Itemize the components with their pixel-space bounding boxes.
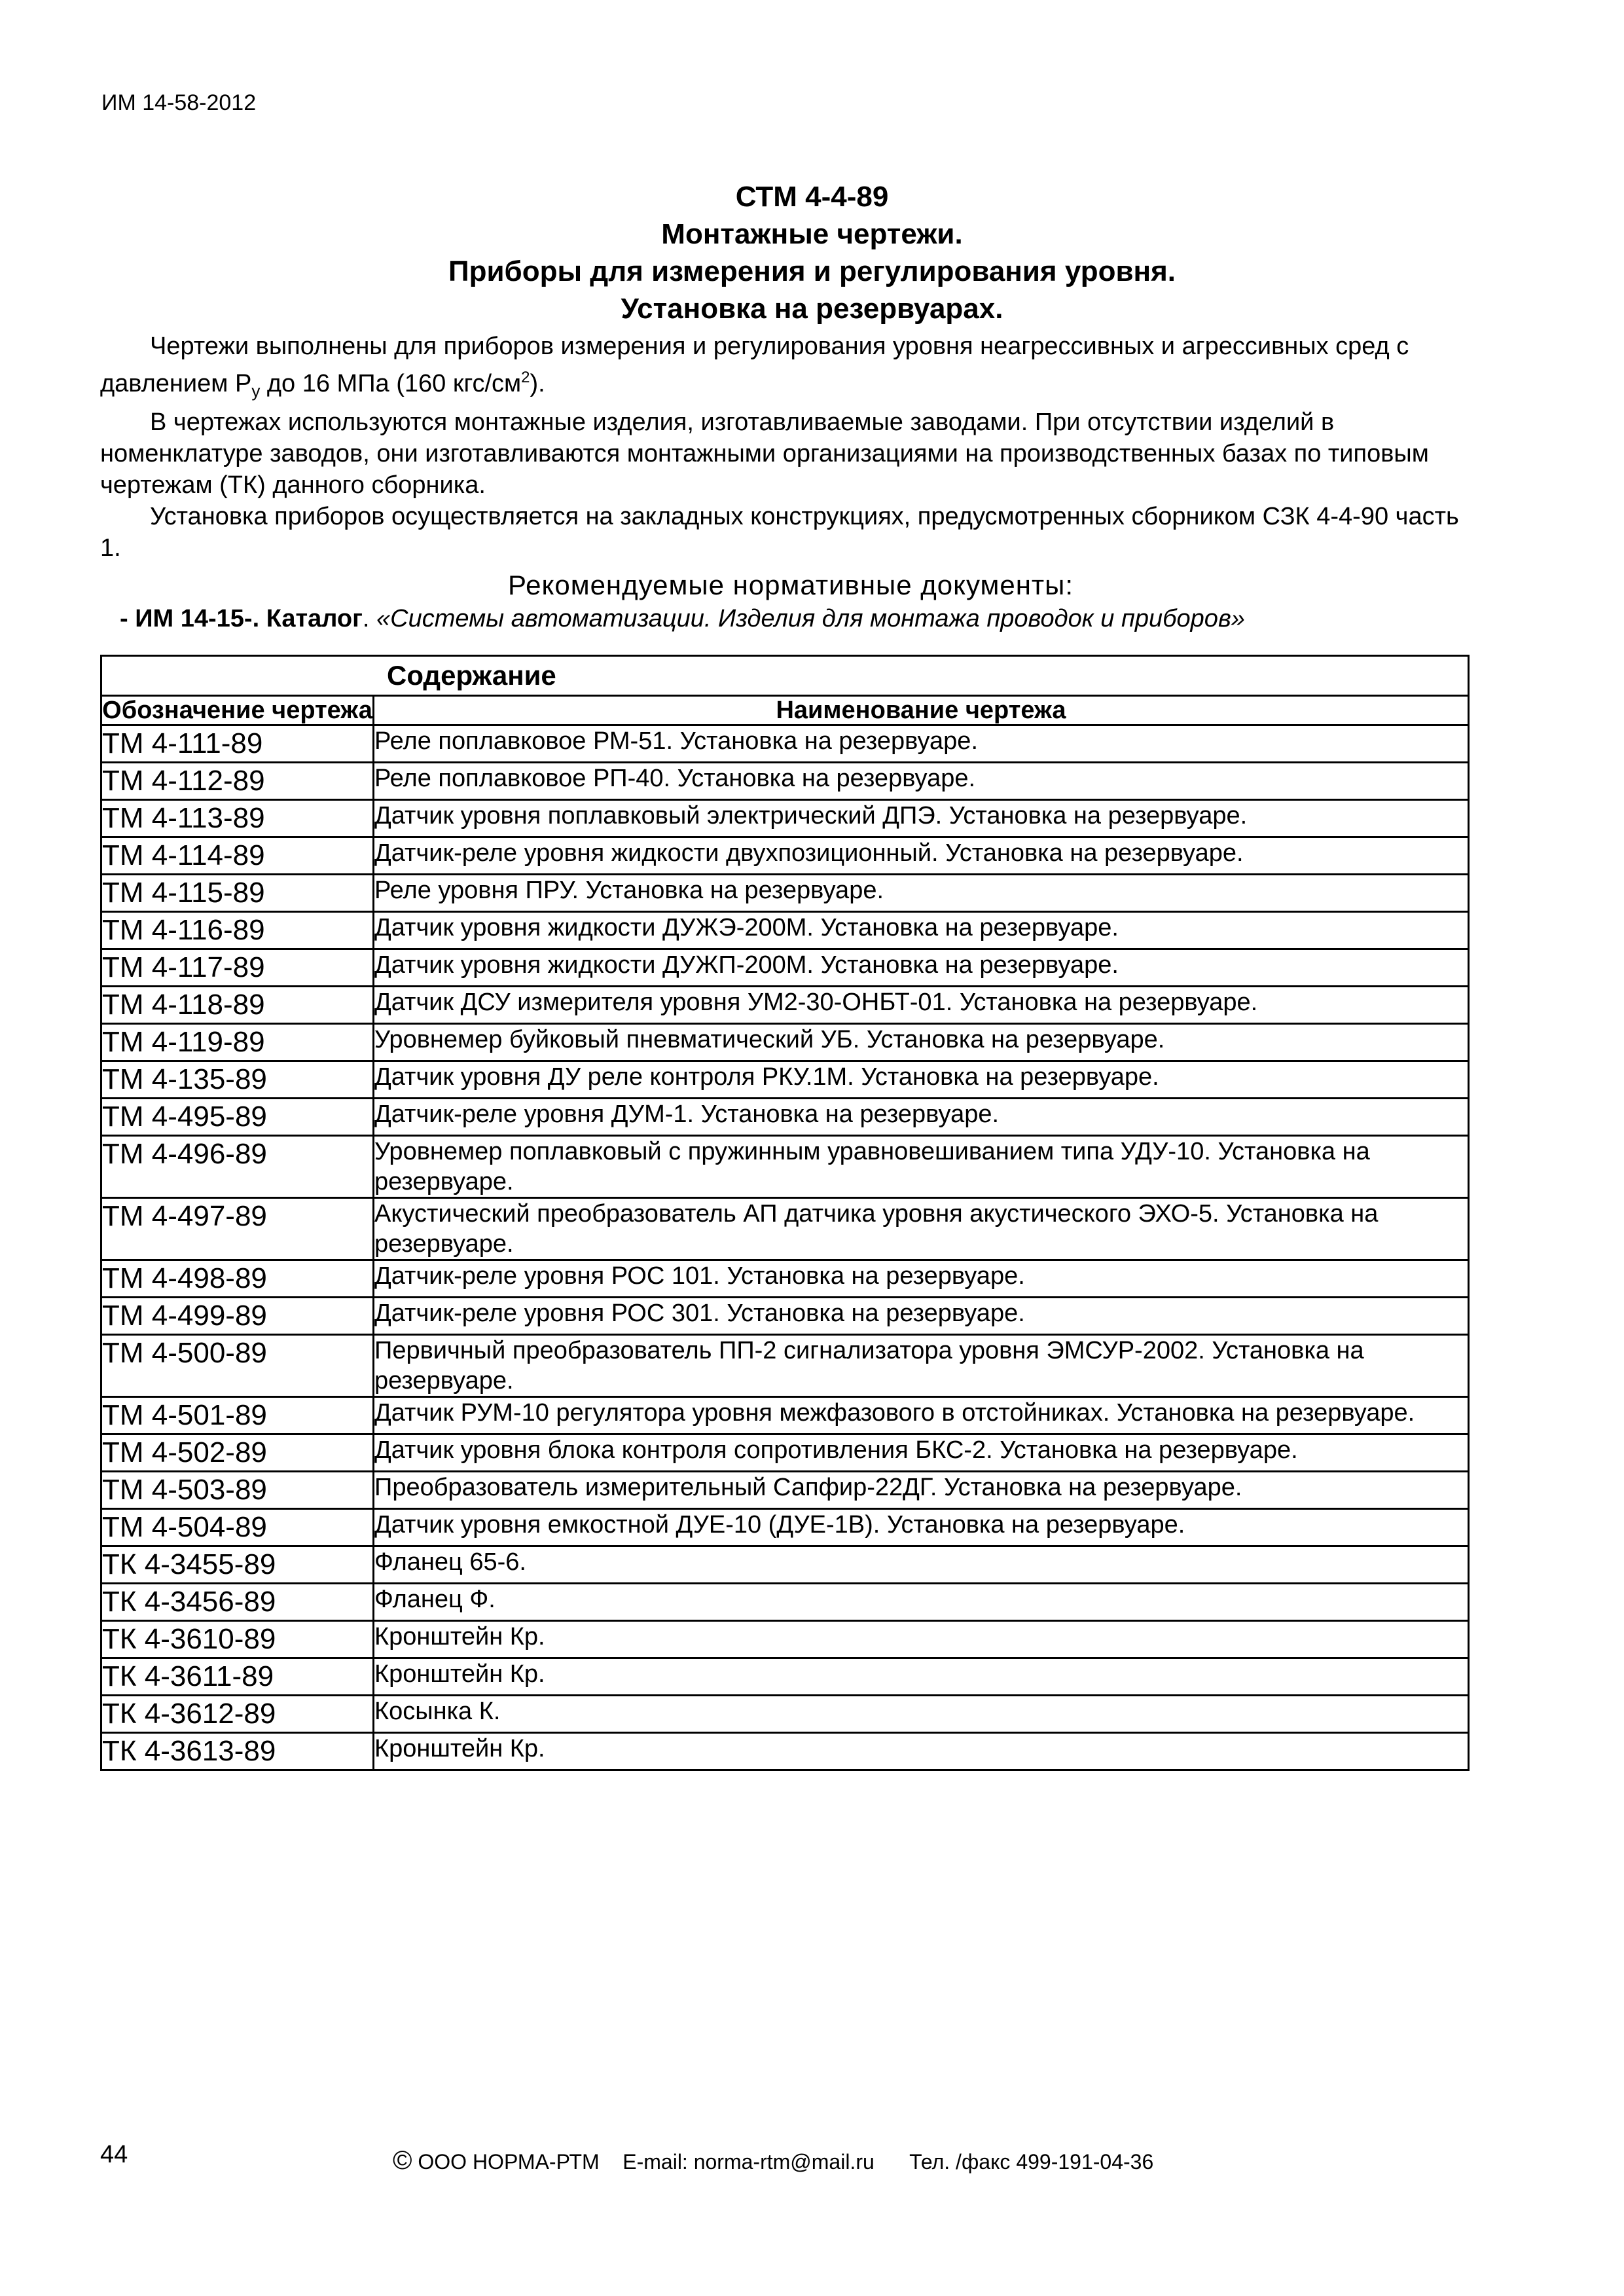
- standard-number: СТМ 4-4-89: [735, 181, 889, 213]
- superscript: 2: [521, 369, 530, 386]
- table-row: [101, 949, 1469, 987]
- drawing-name: Датчик уровня емкостной ДУЕ-10 (ДУЕ-1В). Установка на резервуаре.: [374, 1509, 1469, 1546]
- drawing-code: ТМ 4-503-89: [101, 1472, 374, 1509]
- drawing-code: ТМ 4-135-89: [101, 1061, 374, 1099]
- drawing-code: ТМ 4-113-89: [101, 800, 374, 837]
- document-code: ИМ 14-58-2012: [101, 90, 257, 115]
- drawing-name: Датчик уровня поплавковый электрический ДПЭ. Установка на резервуаре.: [374, 800, 1469, 837]
- drawing-name: Кронштейн Кр.: [374, 1733, 1469, 1770]
- drawing-code: ТМ 4-118-89: [101, 987, 374, 1024]
- drawing-name: Уровнемер буйковый пневматический УБ. Установка на резервуаре.: [374, 1024, 1469, 1061]
- drawing-code: ТМ 4-501-89: [101, 1397, 374, 1434]
- table-row: [101, 1546, 1469, 1584]
- drawing-code: ТК 4-3456-89: [101, 1584, 374, 1621]
- intro-section: [100, 331, 1481, 634]
- contents-table: [100, 655, 1470, 1771]
- intro-paragraph: [100, 331, 1481, 407]
- drawing-code: ТМ 4-119-89: [101, 1024, 374, 1061]
- recommended-heading: Рекомендуемые нормативные документы:: [507, 570, 1074, 600]
- title-line: Приборы для измерения и регулирования уровня.: [448, 255, 1176, 287]
- drawing-name: Реле уровня ПРУ. Установка на резервуаре.: [374, 875, 1469, 912]
- drawing-name: Кронштейн Кр.: [374, 1658, 1469, 1696]
- table-row: [101, 725, 1469, 763]
- drawing-code: ТК 4-3611-89: [101, 1658, 374, 1696]
- title-line: Монтажные чертежи.: [661, 218, 963, 250]
- table-row: [101, 987, 1469, 1024]
- intro-paragraph: Установка приборов осуществляется на закладных конструкциях, предусмотренных сборником СЗК 4-4-90 часть 1.: [100, 503, 1459, 562]
- drawing-name: Датчик уровня блока контроля сопротивления БКС-2. Установка на резервуаре.: [374, 1434, 1469, 1472]
- footer-company: ООО НОРМА-РТМ: [412, 2150, 600, 2174]
- drawing-name: Косынка К.: [374, 1696, 1469, 1733]
- drawing-code: ТМ 4-496-89: [101, 1136, 374, 1198]
- drawing-code: ТМ 4-117-89: [101, 949, 374, 987]
- drawing-code: ТМ 4-115-89: [101, 875, 374, 912]
- column-header-code: Обозначение чертежа: [102, 697, 372, 724]
- drawing-name: Фланец Ф.: [374, 1584, 1469, 1621]
- copyright-icon: ©: [393, 2146, 412, 2175]
- drawing-name: Датчик уровня ДУ реле контроля РКУ.1М. Установка на резервуаре.: [374, 1061, 1469, 1099]
- drawing-name: Реле поплавковое РП-40. Установка на резервуаре.: [374, 763, 1469, 800]
- table-row: [101, 1472, 1469, 1509]
- drawing-code: ТК 4-3610-89: [101, 1621, 374, 1658]
- drawing-code: ТМ 4-498-89: [101, 1260, 374, 1298]
- table-row: [101, 1335, 1469, 1397]
- text-fragment: Чертежи выполнены для приборов измерения и регулирования уровня неагрессивных и агрессивных сред с давлением P: [100, 333, 1409, 397]
- drawing-name: Уровнемер поплавковый с пружинным уравновешиванием типа УДУ-10. Установка на резервуаре.: [374, 1136, 1469, 1198]
- drawing-name: Датчик-реле уровня РОС 101. Установка на резервуаре.: [374, 1260, 1469, 1298]
- footer: [393, 2146, 1153, 2176]
- drawing-name: Датчик ДСУ измерителя уровня УМ2-30-ОНБТ-01. Установка на резервуаре.: [374, 987, 1469, 1024]
- drawing-code: ТК 4-3612-89: [101, 1696, 374, 1733]
- drawing-code: ТК 4-3455-89: [101, 1546, 374, 1584]
- table-row: [101, 912, 1469, 949]
- drawing-name: Фланец 65-6.: [374, 1546, 1469, 1584]
- drawing-name: Акустический преобразователь АП датчика уровня акустического ЭХО-5. Установка на резервуаре.: [374, 1198, 1469, 1260]
- drawing-name: Датчик-реле уровня ДУМ-1. Установка на резервуаре.: [374, 1099, 1469, 1136]
- table-row: [101, 1136, 1469, 1198]
- drawing-name: Датчик-реле уровня жидкости двухпозиционный. Установка на резервуаре.: [374, 837, 1469, 875]
- table-row: [101, 1024, 1469, 1061]
- table-row: [101, 1198, 1469, 1260]
- footer-email: E-mail: norma-rtm@mail.ru: [599, 2150, 875, 2174]
- drawing-code: ТМ 4-504-89: [101, 1509, 374, 1546]
- drawing-code: ТМ 4-502-89: [101, 1434, 374, 1472]
- catalog-title: «Системы автоматизации. Изделия для монтажа проводок и приборов»: [376, 605, 1245, 632]
- table-row: [101, 1298, 1469, 1335]
- table-row: [101, 1584, 1469, 1621]
- text-fragment: ).: [530, 370, 545, 397]
- drawing-code: ТК 4-3613-89: [101, 1733, 374, 1770]
- table-caption-cell: [101, 656, 1469, 696]
- drawing-name: Датчик РУМ-10 регулятора уровня межфазового в отстойниках. Установка на резервуаре.: [374, 1397, 1469, 1434]
- table-row: [101, 1658, 1469, 1696]
- drawing-code: ТМ 4-112-89: [101, 763, 374, 800]
- drawing-name: Датчик-реле уровня РОС 301. Установка на резервуаре.: [374, 1298, 1469, 1335]
- table-row: [101, 1397, 1469, 1434]
- drawing-code: ТМ 4-495-89: [101, 1099, 374, 1136]
- drawing-code: ТМ 4-497-89: [101, 1198, 374, 1260]
- drawing-name: Кронштейн Кр.: [374, 1621, 1469, 1658]
- drawing-code: ТМ 4-116-89: [101, 912, 374, 949]
- column-header-name: Наименование чертежа: [374, 696, 1469, 725]
- recommended-item: [100, 603, 1481, 634]
- table-caption: Содержание: [387, 660, 556, 691]
- table-row: [101, 1621, 1469, 1658]
- drawing-code: ТМ 4-111-89: [101, 725, 374, 763]
- page-number: 44: [100, 2141, 128, 2168]
- intro-paragraph: В чертежах используются монтажные изделия, изготавливаемые заводами. При отсутствии изделий в номенклатуре заводов, они изготавливаются монтажными организациями на производственных базах по типовым чертежам (ТК) данного сборника.: [100, 409, 1429, 499]
- table-row: [101, 1434, 1469, 1472]
- drawing-name: Первичный преобразователь ПП-2 сигнализатора уровня ЭМСУР-2002. Установка на резервуаре.: [374, 1335, 1469, 1397]
- table-body: [101, 725, 1469, 1770]
- catalog-ref: - ИМ 14-15-. Каталог: [120, 605, 363, 632]
- drawing-name: Датчик уровня жидкости ДУЖП-200М. Установка на резервуаре.: [374, 949, 1469, 987]
- drawing-name: Преобразователь измерительный Сапфир-22ДГ. Установка на резервуаре.: [374, 1472, 1469, 1509]
- table-row: [101, 1099, 1469, 1136]
- table-row: [101, 1509, 1469, 1546]
- separator: .: [362, 605, 377, 632]
- table-row: [101, 763, 1469, 800]
- table-row: [101, 875, 1469, 912]
- table-row: [101, 800, 1469, 837]
- title-line: Установка на резервуарах.: [621, 293, 1003, 325]
- table-row: [101, 837, 1469, 875]
- drawing-name: Реле поплавковое РМ-51. Установка на резервуаре.: [374, 725, 1469, 763]
- footer-phone: Тел. /факс 499-191-04-36: [874, 2150, 1154, 2174]
- title-block: [0, 178, 1624, 327]
- subscript: у: [251, 381, 261, 401]
- table-row: [101, 1061, 1469, 1099]
- table-row: [101, 1733, 1469, 1770]
- table-row: [101, 1696, 1469, 1733]
- drawing-code: ТМ 4-114-89: [101, 837, 374, 875]
- text-fragment: до 16 МПа (160 кгс/см: [260, 370, 522, 397]
- table-row: [101, 1260, 1469, 1298]
- drawing-code: ТМ 4-500-89: [101, 1335, 374, 1397]
- drawing-name: Датчик уровня жидкости ДУЖЭ-200М. Установка на резервуаре.: [374, 912, 1469, 949]
- drawing-code: ТМ 4-499-89: [101, 1298, 374, 1335]
